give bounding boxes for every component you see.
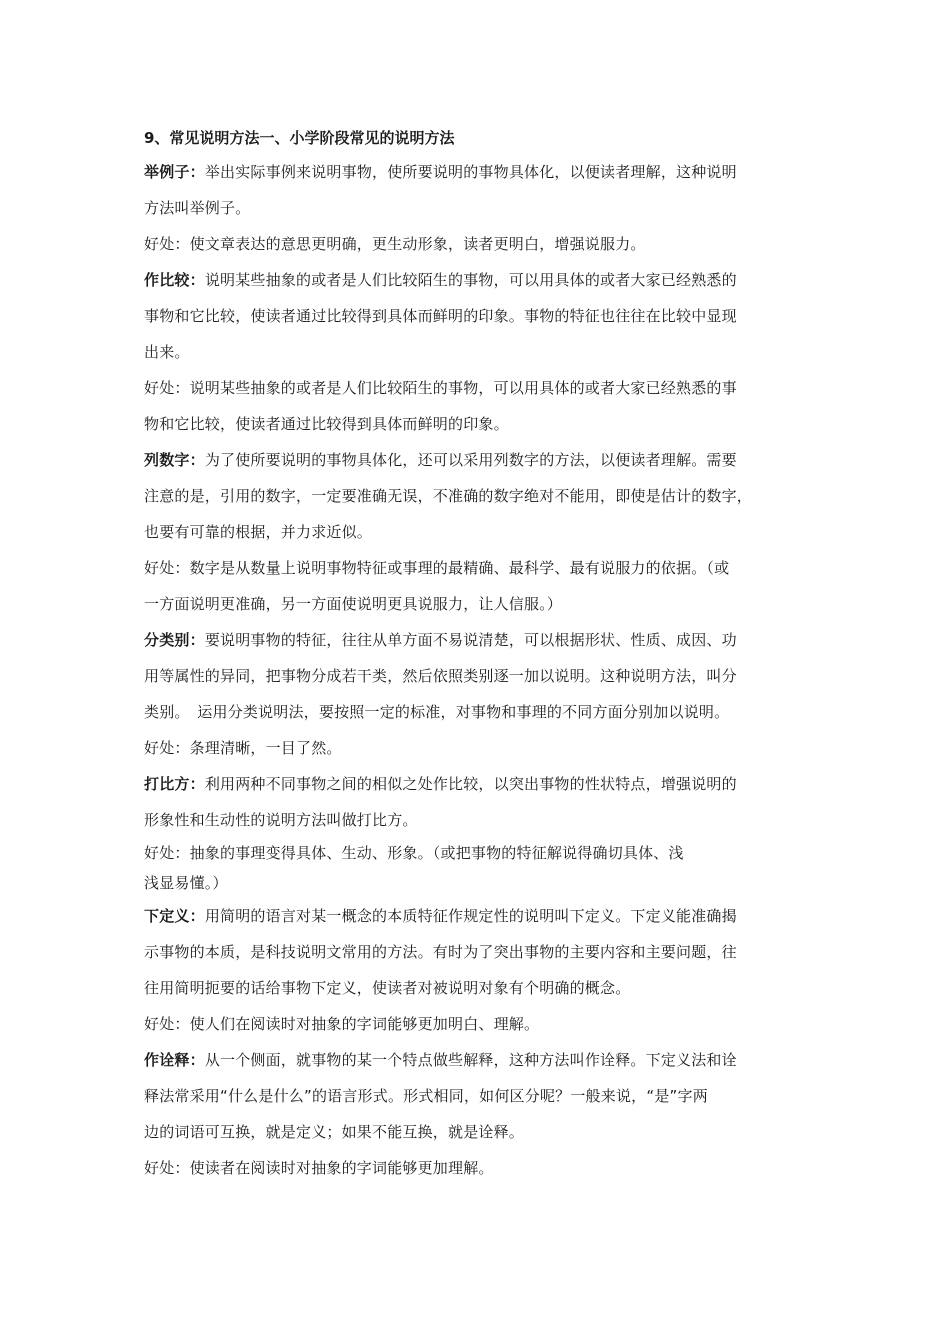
benefit-line: 好处：使文章表达的意思更明确，更生动形象，读者更明白，增强说服力。	[144, 235, 646, 253]
section-line: 出来。	[144, 343, 190, 361]
section-line: 注意的是，引用的数字，一定要准确无误，不准确的数字绝对不能用，即使是估计的数字，	[144, 487, 753, 505]
benefit-line: 一方面说明更准确，另一方面使说明更具说服力，让人信服。）	[144, 595, 563, 613]
section-numbers	[144, 442, 816, 622]
section-definition	[144, 898, 816, 1042]
section-line: 边的词语可互换，就是定义；如果不能互换，就是诠释。	[144, 1123, 525, 1141]
section-examples	[144, 154, 816, 262]
benefit-line: 好处：条理清晰，一目了然。	[144, 739, 342, 757]
section-line: 举例子：举出实际事例来说明事物，使所要说明的事物具体化，以便读者理解，这种说明	[144, 163, 737, 181]
document-heading: 9、常见说明方法一、小学阶段常见的说明方法	[144, 129, 455, 147]
section-line: 作诠释：从一个侧面，就事物的某一个特点做些解释，这种方法叫作诠释。下定义法和诠	[144, 1051, 737, 1069]
section-line: 类别。 运用分类说明法，要按照一定的标准，对事物和事理的不同方面分别加以说明。	[144, 703, 730, 721]
section-line: 示事物的本质，是科技说明文常用的方法。有时为了突出事物的主要内容和主要问题，往	[144, 943, 737, 961]
section-line: 下定义：用简明的语言对某一概念的本质特征作规定性的说明叫下定义。下定义能准确揭	[144, 907, 737, 925]
section-term: 打比方：	[144, 775, 205, 793]
section-term: 分类别：	[144, 631, 205, 649]
section-term: 作诠释：	[144, 1051, 205, 1069]
benefit-line: 好处：使人们在阅读时对抽象的字词能够更加明白、理解。	[144, 1015, 540, 1033]
section-term: 举例子：	[144, 163, 205, 181]
section-analogy	[144, 766, 816, 898]
section-line: 往用简明扼要的话给事物下定义，使读者对被说明对象有个明确的概念。	[144, 979, 631, 997]
section-term: 作比较：	[144, 271, 205, 289]
section-interpretation	[144, 1042, 816, 1186]
benefit-line: 浅显易懂。）	[144, 874, 228, 892]
section-line: 也要有可靠的根据，并力求近似。	[144, 523, 373, 541]
section-line: 用等属性的异同，把事物分成若干类，然后依照类别逐一加以说明。这种说明方法，叫分	[144, 667, 737, 685]
benefit-line: 好处：使读者在阅读时对抽象的字词能够更加理解。	[144, 1159, 494, 1177]
section-line: 列数字：为了使所要说明的事物具体化，还可以采用列数字的方法，以便读者理解。需要	[144, 451, 737, 469]
section-comparison	[144, 262, 816, 442]
section-line: 作比较：说明某些抽象的或者是人们比较陌生的事物，可以用具体的或者大家已经熟悉的	[144, 271, 737, 289]
section-line: 事物和它比较，使读者通过比较得到具体而鲜明的印象。事物的特征也往往在比较中显现	[144, 307, 737, 325]
benefit-line: 好处：抽象的事理变得具体、生动、形象。（或把事物的特征解说得确切具体、浅	[144, 844, 684, 862]
benefit-line: 好处：数字是从数量上说明事物特征或事理的最精确、最科学、最有说服力的依据。（或	[144, 559, 730, 577]
section-term: 列数字：	[144, 451, 205, 469]
section-line: 打比方：利用两种不同事物之间的相似之处作比较，以突出事物的性状特点，增强说明的	[144, 775, 737, 793]
benefit-line: 好处：说明某些抽象的或者是人们比较陌生的事物，可以用具体的或者大家已经熟悉的事	[144, 379, 737, 397]
section-line: 形象性和生动性的说明方法叫做打比方。	[144, 811, 418, 829]
benefit-line: 物和它比较，使读者通过比较得到具体而鲜明的印象。	[144, 415, 509, 433]
section-line: 释法常采用“什么是什么”的语言形式。形式相同，如何区分呢？一般来说，“是”字两	[144, 1087, 708, 1105]
section-classification	[144, 622, 816, 766]
section-term: 下定义：	[144, 907, 205, 925]
document-page	[144, 122, 816, 1186]
section-line: 方法叫举例子。	[144, 199, 251, 217]
section-line: 分类别：要说明事物的特征，往往从单方面不易说清楚，可以根据形状、性质、成因、功	[144, 631, 737, 649]
